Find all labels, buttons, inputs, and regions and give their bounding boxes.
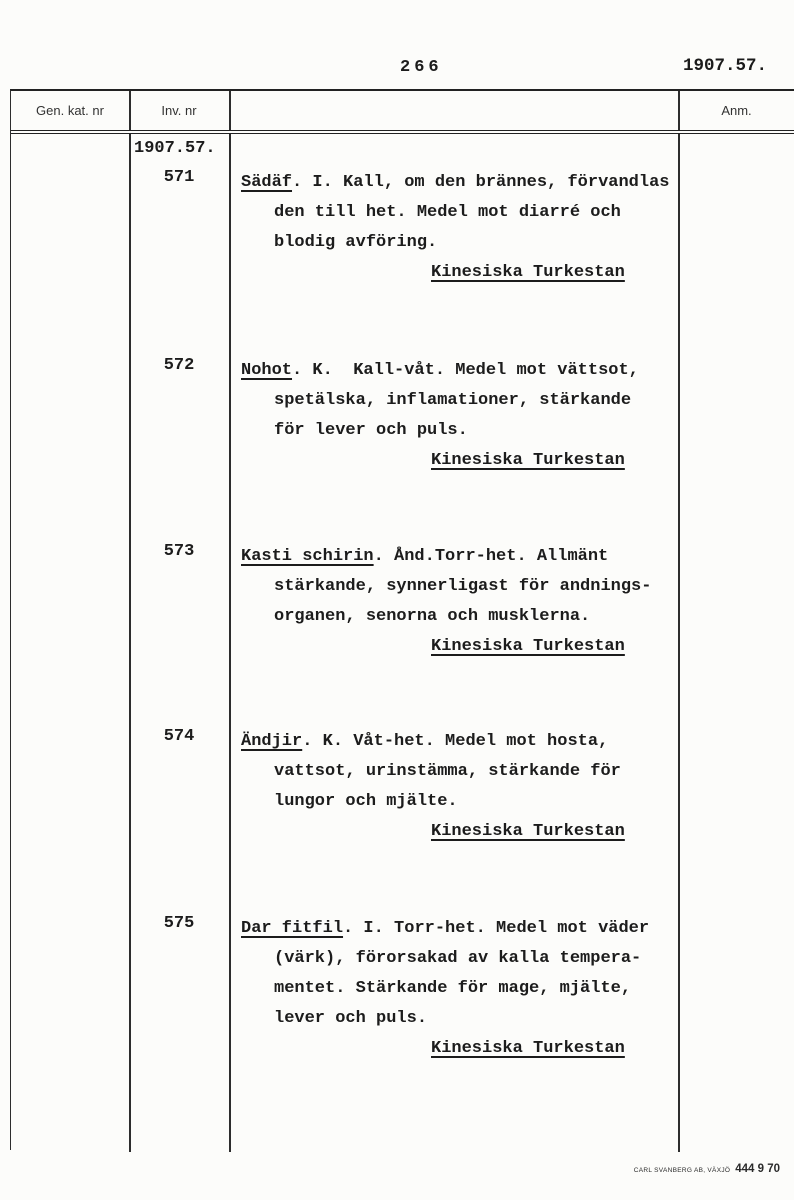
entry-line: den till het. Medel mot diarré och <box>274 203 621 222</box>
entry-line <box>241 727 686 757</box>
printer-name: CARL SVANBERG AB, VÄXJÖ <box>633 1167 731 1174</box>
entry-description <box>241 542 686 662</box>
location-name: Kinesiska Turkestan <box>431 1039 625 1058</box>
year-group-label: 1907.57. <box>134 139 216 158</box>
column-divider <box>129 134 131 1152</box>
entry-description <box>241 356 686 476</box>
inventory-number: 572 <box>163 356 195 375</box>
column-header-gen-kat-nr: Gen. kat. nr <box>36 103 104 118</box>
object-name: Kasti schirin <box>241 547 374 566</box>
table-body <box>11 134 794 1152</box>
column-divider <box>229 134 231 1152</box>
entry-line: vattsot, urinstämma, stärkande för <box>274 762 621 781</box>
entry-line <box>241 542 686 572</box>
entry-line: blodig avföring. <box>274 233 438 252</box>
entry-description <box>241 727 686 847</box>
inventory-number: 573 <box>163 542 195 561</box>
header-column-divider <box>129 91 131 130</box>
entry-line <box>241 356 686 386</box>
entry-text-rest: . I. Kall, om den brännes, förvandlas <box>292 173 670 192</box>
entry-description <box>241 168 686 288</box>
inventory-number: 574 <box>163 727 195 746</box>
entry-line: (värk), förorsakad av kalla tempera- <box>274 949 642 968</box>
object-name: Dar fitfil <box>241 919 344 938</box>
entry-line: för lever och puls. <box>274 421 468 440</box>
entry-line: spetälska, inflamationer, stärkande <box>274 391 632 410</box>
location-name: Kinesiska Turkestan <box>431 822 625 841</box>
inventory-number: 571 <box>163 168 195 187</box>
entry-line: stärkande, synnerligast för andnings- <box>274 577 652 596</box>
entry-line: mentet. Stärkande för mage, mjälte, <box>274 979 632 998</box>
page-number: 266 <box>400 58 443 77</box>
location-name: Kinesiska Turkestan <box>431 451 625 470</box>
entry-location-line <box>241 1034 686 1064</box>
table-header-row <box>11 91 794 134</box>
column-header-anm: Anm. <box>721 103 752 118</box>
column-header-inv-nr: Inv. nr <box>161 103 197 118</box>
location-name: Kinesiska Turkestan <box>431 263 625 282</box>
entry-text-rest: . K. Kall-våt. Medel mot vättsot, <box>292 361 639 380</box>
entry-text-rest: . K. Våt-het. Medel mot hosta, <box>302 732 609 751</box>
object-name: Sädäf <box>241 173 293 192</box>
object-name: Nohot <box>241 361 293 380</box>
location-name: Kinesiska Turkestan <box>431 637 625 656</box>
entry-location-line <box>241 817 686 847</box>
object-name: Ändjir <box>241 732 303 751</box>
entry-line <box>241 914 686 944</box>
catalog-number-heading: 1907.57. <box>683 56 768 76</box>
header-column-divider <box>678 91 680 130</box>
printer-code: 444 9 70 <box>735 1163 780 1175</box>
header-column-divider <box>229 91 231 130</box>
printer-mark <box>610 1163 780 1175</box>
entry-line: lever och puls. <box>274 1009 428 1028</box>
entry-location-line <box>241 258 686 288</box>
entry-line <box>241 168 686 198</box>
entry-location-line <box>241 632 686 662</box>
entry-line: lungor och mjälte. <box>274 792 458 811</box>
catalog-table <box>10 89 794 1150</box>
entry-description <box>241 914 686 1064</box>
entry-location-line <box>241 446 686 476</box>
entry-text-rest: . I. Torr-het. Medel mot väder <box>343 919 650 938</box>
entry-text-rest: . Ånd.Torr-het. Allmänt <box>373 547 609 566</box>
entry-line: organen, senorna och musklerna. <box>274 607 591 626</box>
inventory-number: 575 <box>163 914 195 933</box>
